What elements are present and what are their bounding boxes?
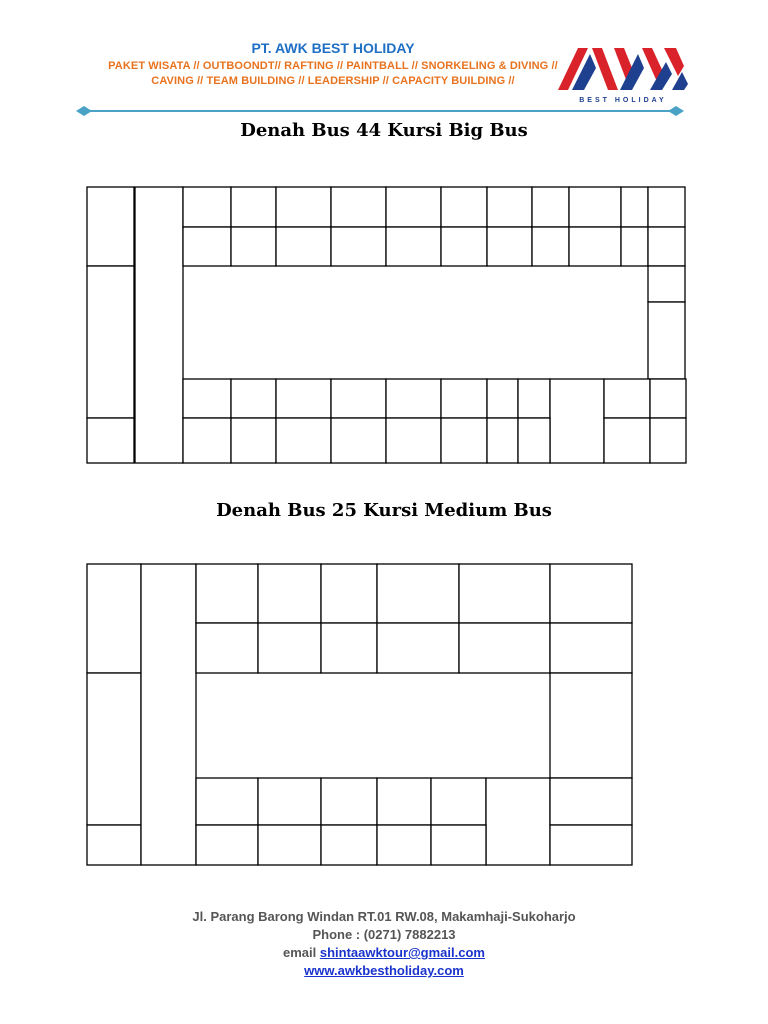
front-door — [87, 266, 134, 418]
medium-bus-seat-plan — [87, 564, 632, 865]
seat[interactable] — [377, 778, 431, 825]
email-label: email — [283, 945, 317, 960]
company-name: PT. AWK BEST HOLIDAY — [251, 40, 415, 56]
seat[interactable] — [231, 227, 276, 266]
seat[interactable] — [377, 623, 459, 673]
seat[interactable] — [196, 778, 258, 825]
seat[interactable] — [441, 227, 487, 266]
aisle-front — [135, 187, 183, 463]
seat[interactable] — [441, 187, 487, 227]
seat[interactable] — [258, 825, 321, 865]
website-link[interactable]: www.awkbestholiday.com — [304, 963, 464, 978]
seat[interactable] — [276, 379, 331, 418]
seat[interactable] — [258, 564, 321, 623]
seat[interactable] — [550, 564, 632, 623]
toilet — [550, 379, 604, 463]
seat[interactable] — [650, 418, 686, 463]
address: Jl. Parang Barong Windan RT.01 RW.08, Makamhaji-Sukoharjo — [192, 909, 576, 924]
seat[interactable] — [518, 418, 550, 463]
seat[interactable] — [231, 187, 276, 227]
seat[interactable] — [487, 227, 532, 266]
phone: Phone : (0271) 7882213 — [312, 927, 456, 942]
seat[interactable] — [487, 187, 532, 227]
big-bus-title: Denah Bus 44 Kursi Big Bus — [240, 120, 528, 141]
seat[interactable] — [532, 227, 569, 266]
seat[interactable] — [321, 778, 377, 825]
email-line — [0, 944, 768, 962]
seat[interactable] — [431, 778, 486, 825]
big-bus-seat-plan — [87, 187, 686, 463]
aisle-front — [141, 564, 196, 865]
seat[interactable] — [276, 418, 331, 463]
front-door — [87, 673, 141, 825]
seat[interactable] — [196, 825, 258, 865]
seat[interactable] — [258, 623, 321, 673]
services-tagline-line1: PAKET WISATA // OUTBOONDT// RAFTING // PAINTBALL // SNORKELING & DIVING // — [108, 60, 558, 72]
seat[interactable] — [441, 418, 487, 463]
toilet — [486, 778, 550, 865]
header-divider — [76, 103, 684, 119]
seat[interactable] — [258, 778, 321, 825]
seat[interactable] — [648, 266, 685, 302]
seat[interactable] — [331, 418, 386, 463]
seat[interactable] — [331, 187, 386, 227]
seat[interactable] — [604, 379, 650, 418]
seat[interactable] — [276, 227, 331, 266]
crew-seat — [87, 825, 141, 865]
seat[interactable] — [550, 778, 632, 825]
seat[interactable] — [377, 564, 459, 623]
seat[interactable] — [196, 564, 258, 623]
seat[interactable] — [459, 623, 550, 673]
seat[interactable] — [321, 564, 377, 623]
seat[interactable] — [321, 623, 377, 673]
crew-seat — [87, 418, 134, 463]
seat[interactable] — [183, 187, 231, 227]
seat[interactable] — [648, 227, 685, 266]
seat[interactable] — [487, 379, 518, 418]
seat[interactable] — [196, 623, 258, 673]
seat[interactable] — [532, 187, 569, 227]
seat[interactable] — [386, 227, 441, 266]
seat[interactable] — [331, 227, 386, 266]
seat[interactable] — [569, 187, 621, 227]
seat[interactable] — [441, 379, 487, 418]
seat[interactable] — [231, 379, 276, 418]
seat[interactable] — [604, 418, 650, 463]
logo-text: BEST HOLIDAY — [579, 97, 667, 104]
seat[interactable] — [487, 418, 518, 463]
rear-door — [550, 673, 632, 778]
awk-logo — [556, 40, 690, 106]
seat[interactable] — [621, 187, 648, 227]
seat[interactable] — [321, 825, 377, 865]
letterhead — [0, 0, 768, 120]
seat[interactable] — [621, 227, 648, 266]
seat[interactable] — [550, 825, 632, 865]
seat[interactable] — [183, 227, 231, 266]
seat[interactable] — [569, 227, 621, 266]
medium-bus-title: Denah Bus 25 Kursi Medium Bus — [216, 500, 552, 521]
seat[interactable] — [386, 379, 441, 418]
seat[interactable] — [648, 187, 685, 227]
seat[interactable] — [276, 187, 331, 227]
footer-contact — [0, 908, 768, 980]
seat[interactable] — [183, 418, 231, 463]
seat[interactable] — [386, 187, 441, 227]
seat[interactable] — [550, 623, 632, 673]
seat[interactable] — [518, 379, 550, 418]
driver-area — [87, 187, 134, 266]
seat[interactable] — [183, 379, 231, 418]
seat[interactable] — [386, 418, 441, 463]
seat[interactable] — [431, 825, 486, 865]
seat[interactable] — [459, 564, 550, 623]
website-line — [0, 962, 768, 980]
seat[interactable] — [231, 418, 276, 463]
seat[interactable] — [377, 825, 431, 865]
seat[interactable] — [650, 379, 686, 418]
email-link[interactable]: shintaawktour@gmail.com — [319, 945, 485, 960]
driver-area — [87, 564, 141, 673]
services-tagline-line2: CAVING // TEAM BUILDING // LEADERSHIP // CAPACITY BUILDING // — [151, 75, 515, 87]
rear-door — [648, 302, 685, 379]
seat[interactable] — [331, 379, 386, 418]
